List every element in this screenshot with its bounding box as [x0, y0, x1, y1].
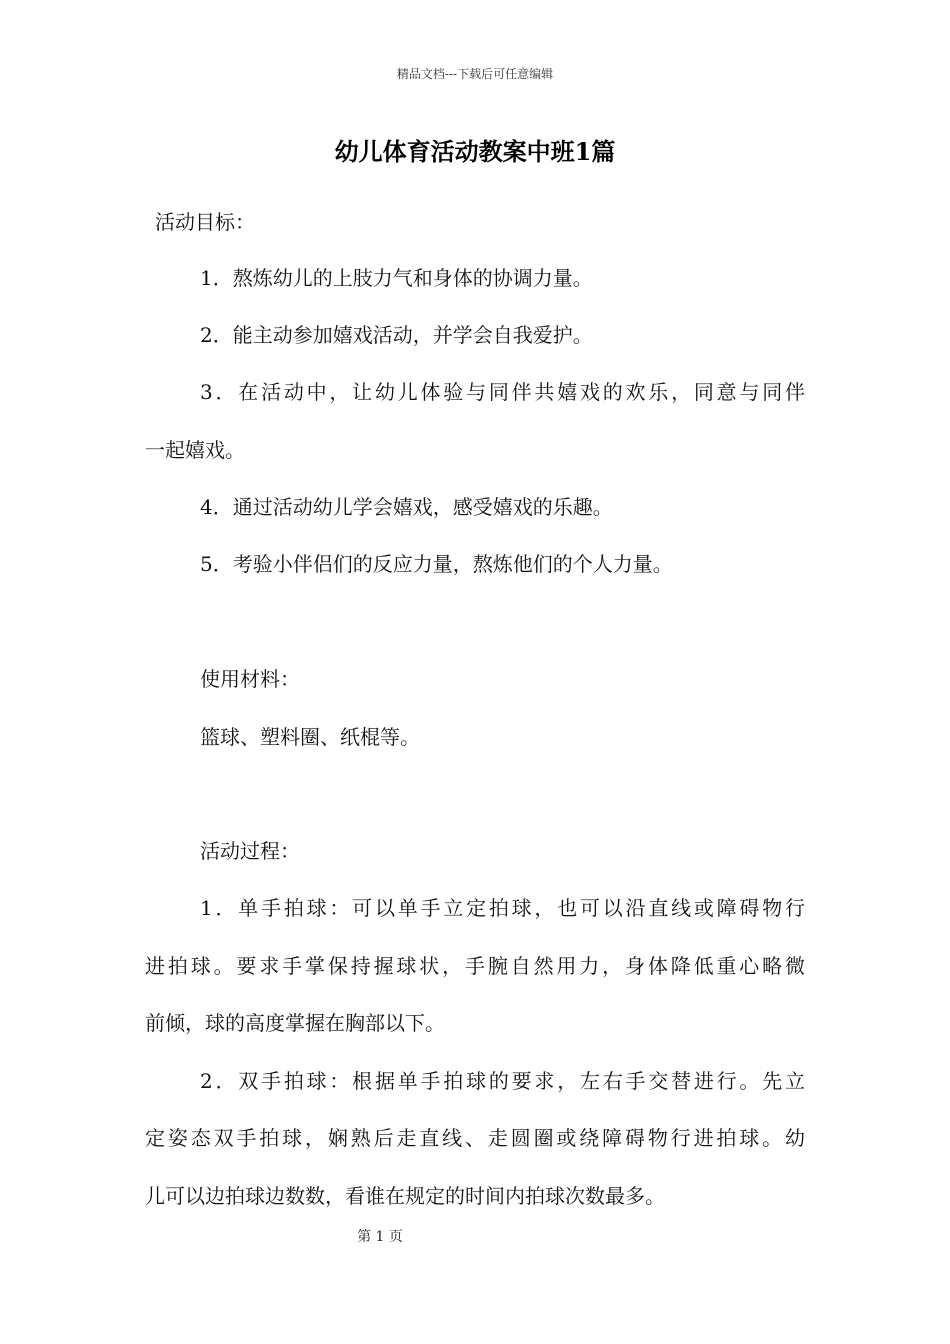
process-step-2-line-3: 儿可以边拍球边数数，看谁在规定的时间内拍球次数最多。	[145, 1184, 665, 1208]
goal-item-3: 3．在活动中，让幼儿体验与同伴共嬉戏的欢乐，同意与同伴	[200, 380, 805, 404]
section-heading-process: 活动过程：	[200, 839, 300, 863]
materials-list: 篮球、塑料圈、纸棍等。	[200, 725, 420, 749]
process-step-2-line-1: 2．双手拍球：根据单手拍球的要求，左右手交替进行。先立	[200, 1069, 805, 1093]
goal-item-4: 4．通过活动幼儿学会嬉戏，感受嬉戏的乐趣。	[200, 495, 613, 519]
goal-item-5: 5．考验小伴侣们的反应力量，熬炼他们的个人力量。	[200, 552, 673, 576]
process-step-1-line-2: 进拍球。要求手掌保持握球状，手腕自然用力，身体降低重心略微	[145, 954, 805, 978]
section-heading-materials: 使用材料：	[200, 667, 300, 691]
document-title: 幼儿体育活动教案中班1篇	[334, 137, 616, 166]
goal-item-2: 2．能主动参加嬉戏活动，并学会自我爱护。	[200, 323, 593, 347]
process-step-2-line-2: 定姿态双手拍球，娴熟后走直线、走圆圈或绕障碍物行进拍球。幼	[145, 1126, 805, 1150]
page-number: 第 1 页	[357, 1229, 403, 1245]
page-header: 精品文档---下载后可任意编辑	[396, 67, 554, 81]
goal-item-3-continued: 一起嬉戏。	[145, 438, 245, 462]
process-step-1-line-1: 1．单手拍球：可以单手立定拍球，也可以沿直线或障碍物行	[200, 896, 805, 920]
goal-item-1: 1．熬炼幼儿的上肢力气和身体的协调力量。	[200, 266, 593, 290]
section-heading-goals: 活动目标：	[155, 210, 255, 234]
process-step-1-line-3: 前倾，球的高度掌握在胸部以下。	[145, 1011, 445, 1035]
